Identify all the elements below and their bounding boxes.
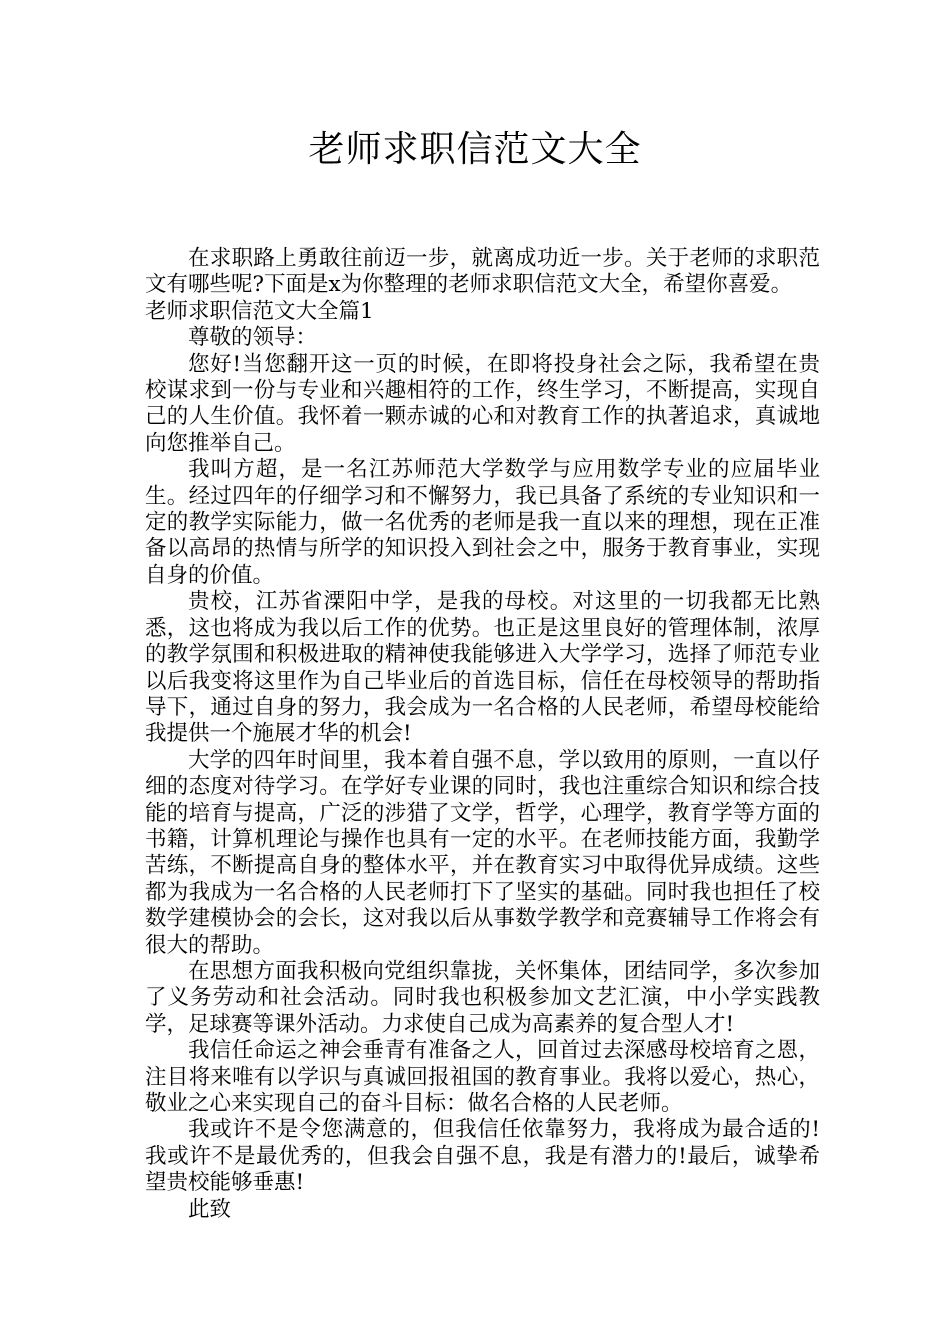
body-paragraph: 我信任命运之神会垂青有准备之人，回首过去深感母校培育之恩，注目将来唯有以学识与真诚回报祖国的教育事业。我将以爱心，热心，敬业之心来实现自己的奋斗目标：做名合格的人民老师。 [145,1038,820,1116]
closing-line: 此致 [188,1196,232,1222]
salutation: 尊敬的领导： [188,325,318,351]
section-heading: 老师求职信范文大全篇1 [145,298,374,324]
body-paragraph: 大学的四年时间里，我本着自强不息，学以致用的原则，一直以仔细的态度对待学习。在学好专业课的同时，我也注重综合知识和综合技能的培育与提高，广泛的涉猎了文学，哲学，心理学，教育学等方面的书籍，计算机理论与操作也具有一定的水平。在老师技能方面，我勤学苦练，不断提高自身的整体水平，并在教育实习中取得优异成绩。这些都为我成为一名合格的人民老师打下了坚实的基础。同时我也担任了校数学建模协会的会长，这对我以后从事数学教学和竞赛辅导工作将会有很大的帮助。 [145,747,820,958]
body-paragraph: 贵校，江苏省溧阳中学，是我的母校。对这里的一切我都无比熟悉，这也将成为我以后工作的优势。也正是这里良好的管理体制，浓厚的教学氛围和积极进取的精神使我能够进入大学学习，选择了师范专业以后我变将这里作为自己毕业后的首选目标，信任在母校领导的帮助指导下，通过自身的努力，我会成为一名合格的人民老师，希望母校能给我提供一个施展才华的机会! [145,589,820,747]
intro-paragraph: 在求职路上勇敢往前迈一步，就离成功近一步。关于老师的求职范文有哪些呢?下面是x为你整理的老师求职信范文大全，希望你喜爱。 [145,246,820,298]
body-paragraph: 在思想方面我积极向党组织靠拢，关怀集体，团结同学，多次参加了义务劳动和社会活动。同时我也积极参加文艺汇演，中小学实践教学，足球赛等课外活动。力求使自己成为高素养的复合型人才! [145,958,820,1037]
document-title: 老师求职信范文大全 [308,129,642,170]
body-paragraph: 我或许不是令您满意的，但我信任依靠努力，我将成为最合适的!我或许不是最优秀的，但我会自强不息，我是有潜力的!最后，诚挚希望贵校能够垂惠! [145,1117,820,1196]
body-paragraph: 您好!当您翻开这一页的时候，在即将投身社会之际，我希望在贵校谋求到一份与专业和兴趣相符的工作，终生学习，不断提高，实现自己的人生价值。我怀着一颗赤诚的心和对教育工作的执著追求，真诚地向您推举自己。 [145,351,820,456]
document-body [145,246,820,1223]
body-paragraph: 我叫方超，是一名江苏师范大学数学与应用数学专业的应届毕业生。经过四年的仔细学习和不懈努力，我已具备了系统的专业知识和一定的教学实际能力，做一名优秀的老师是我一直以来的理想，现在正准备以高昂的热情与所学的知识投入到社会之中，服务于教育事业，实现自身的价值。 [145,457,820,588]
